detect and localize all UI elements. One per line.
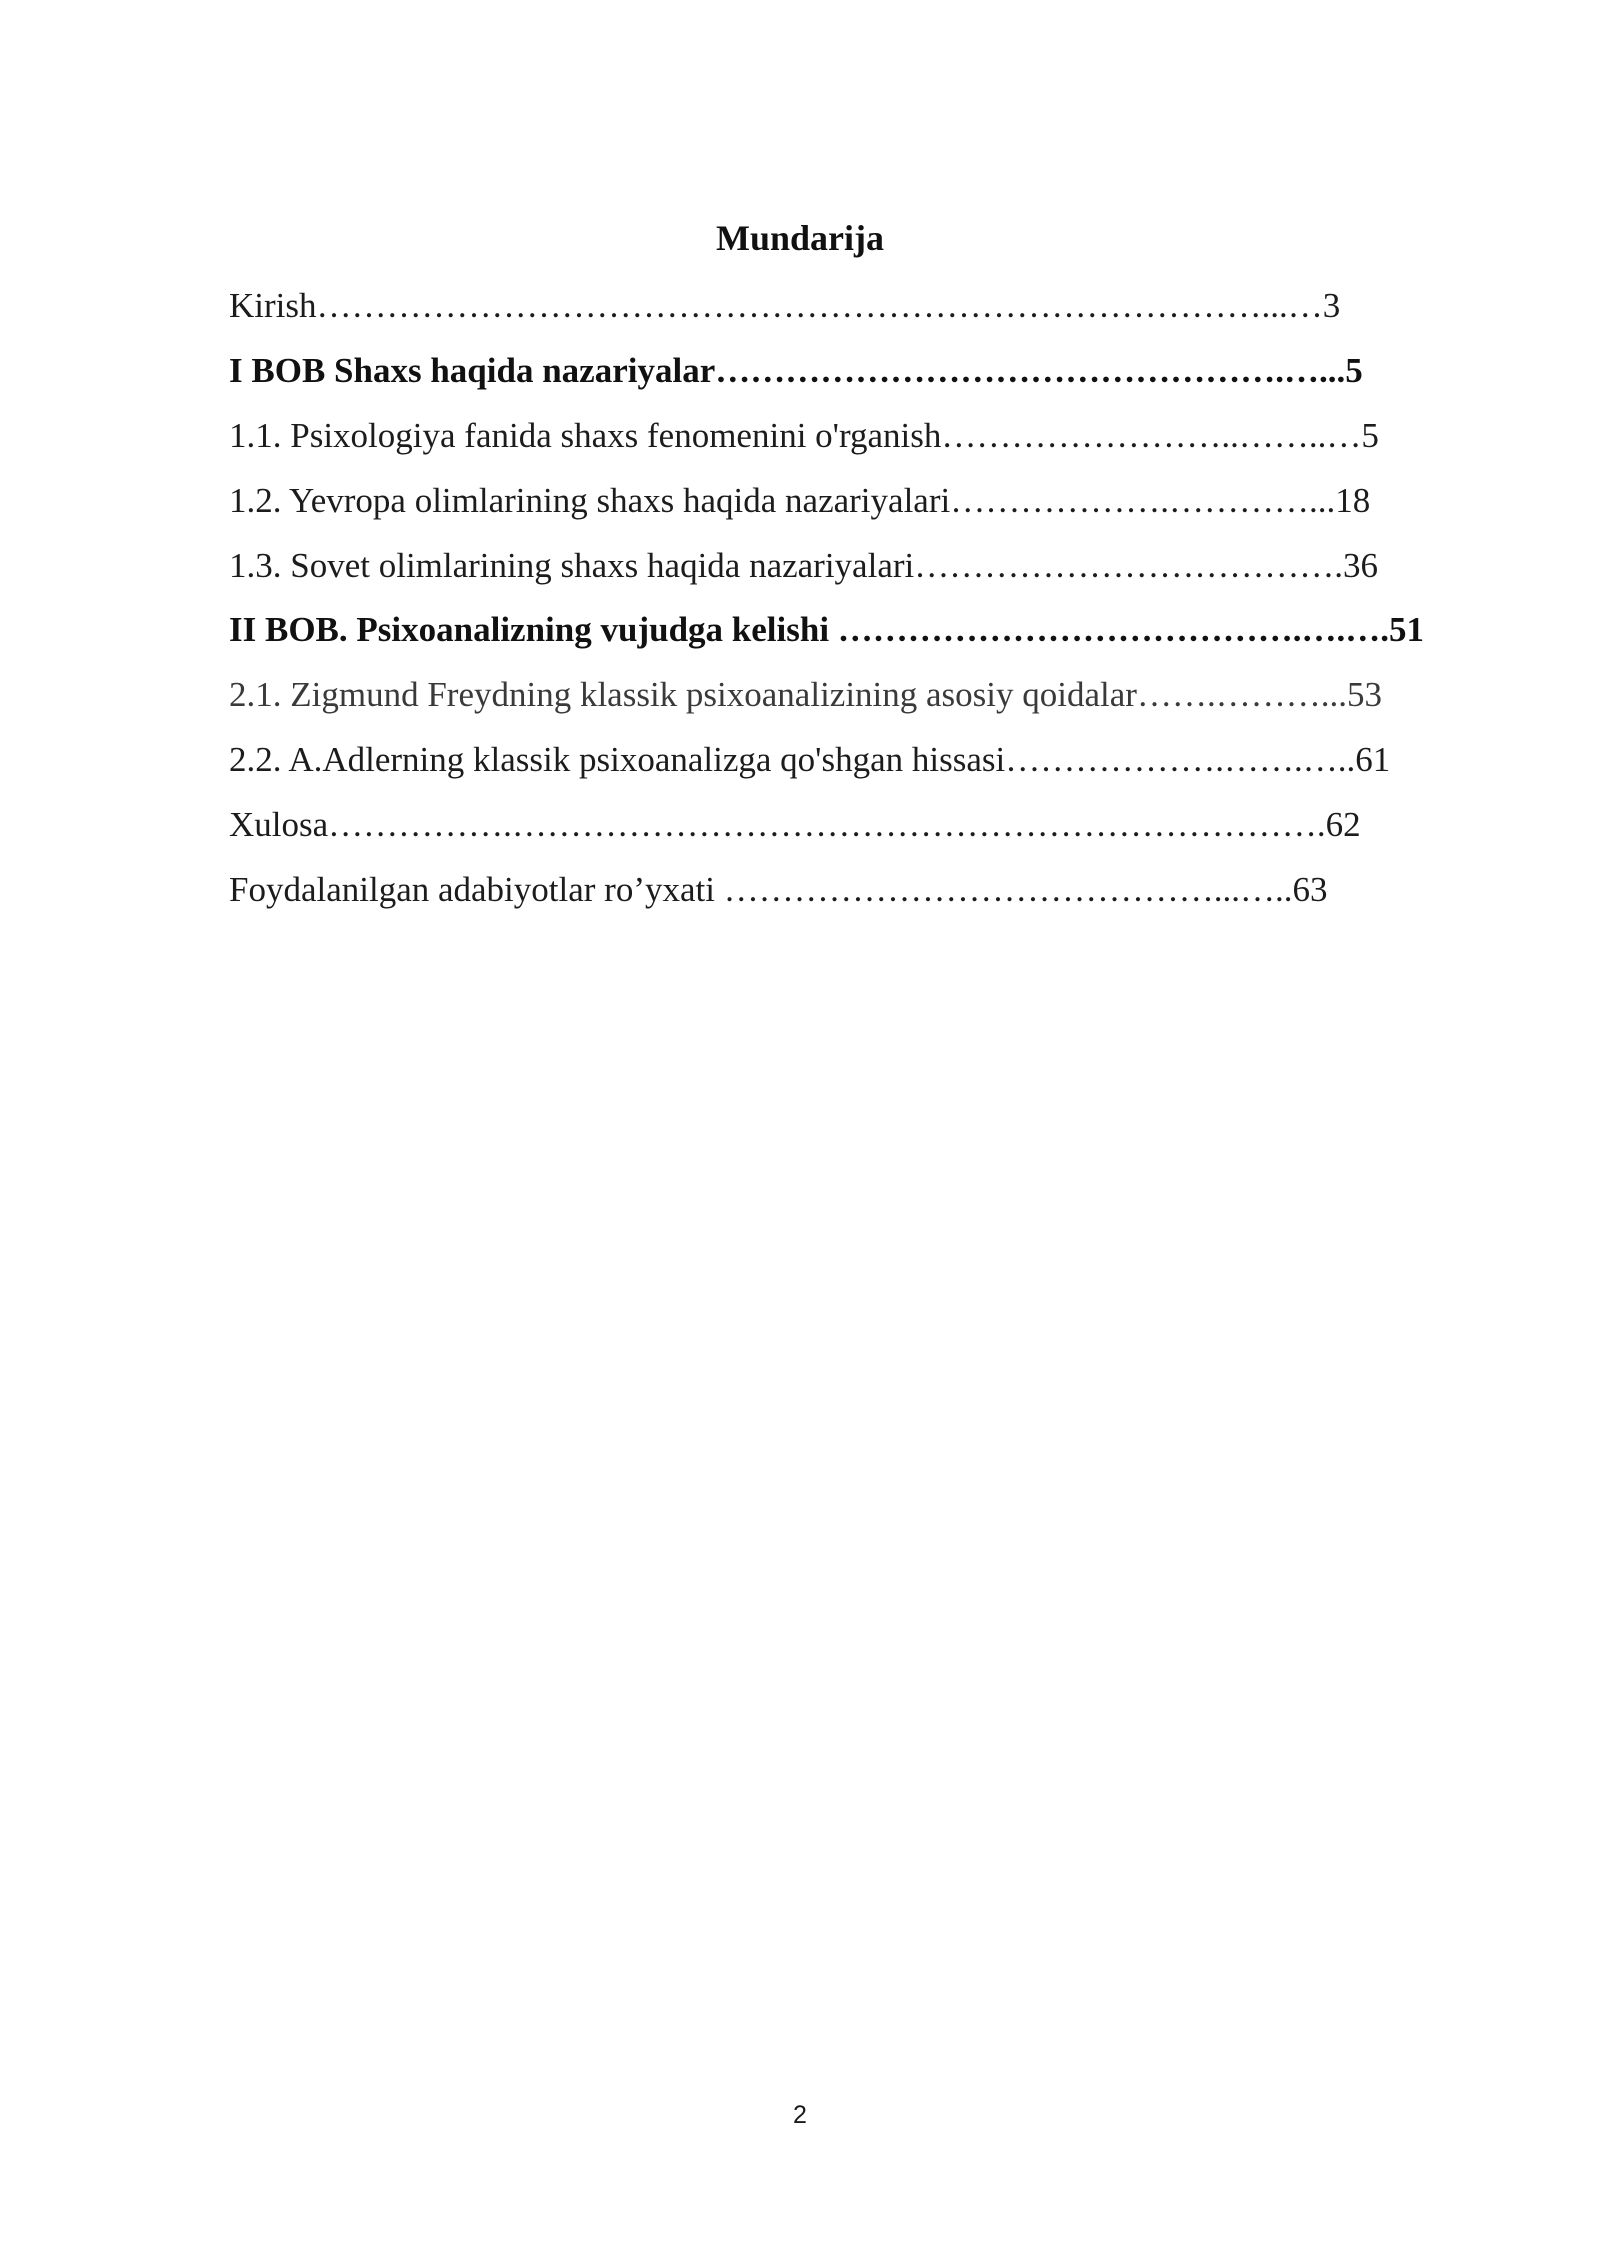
- toc-entry-kirish: Kirish………………………………………………………………………...…3: [229, 286, 1341, 325]
- page-title: Mundarija: [715, 218, 884, 258]
- toc-entry-chapter-1: I BOB Shaxs haqida nazariyalar………………………………………….…...5: [229, 351, 1363, 390]
- toc-entry-xulosa: Xulosa…………….…………………………………………………………….62: [229, 805, 1361, 844]
- toc-entry-bibliography: Foydalanilgan adabiyotlar ro’yxati ……………………………………...…..63: [229, 870, 1328, 909]
- toc-entry-chapter-2: II BOB. Psixoanalizning vujudga kelishi ………………………………….….….51: [229, 610, 1425, 649]
- toc-entry-section-2-1-text: 2.1. Zigmund Freydning klassik psixoanalizining asosiy qoidalar…….………...53: [229, 675, 1382, 714]
- toc-entry-section-1-3: 1.3. Sovet olimlarining shaxs haqida nazariyalari……………………………….36: [229, 546, 1378, 585]
- toc-entry-section-2-2: 2.2. A.Adlerning klassik psixoanalizga qo'shgan hissasi……………….…….…..61: [229, 740, 1391, 779]
- toc-entry-section-1-1: 1.1. Psixologiya fanida shaxs fenomenini o'rganish……………………..……..…5: [229, 416, 1379, 455]
- toc-entry-section-2-1: [229, 671, 1382, 719]
- page-number: 2: [793, 2101, 807, 2129]
- toc-entry-section-1-2: 1.2. Yevropa olimlarining shaxs haqida nazariyalari……………….…………...18: [229, 481, 1371, 520]
